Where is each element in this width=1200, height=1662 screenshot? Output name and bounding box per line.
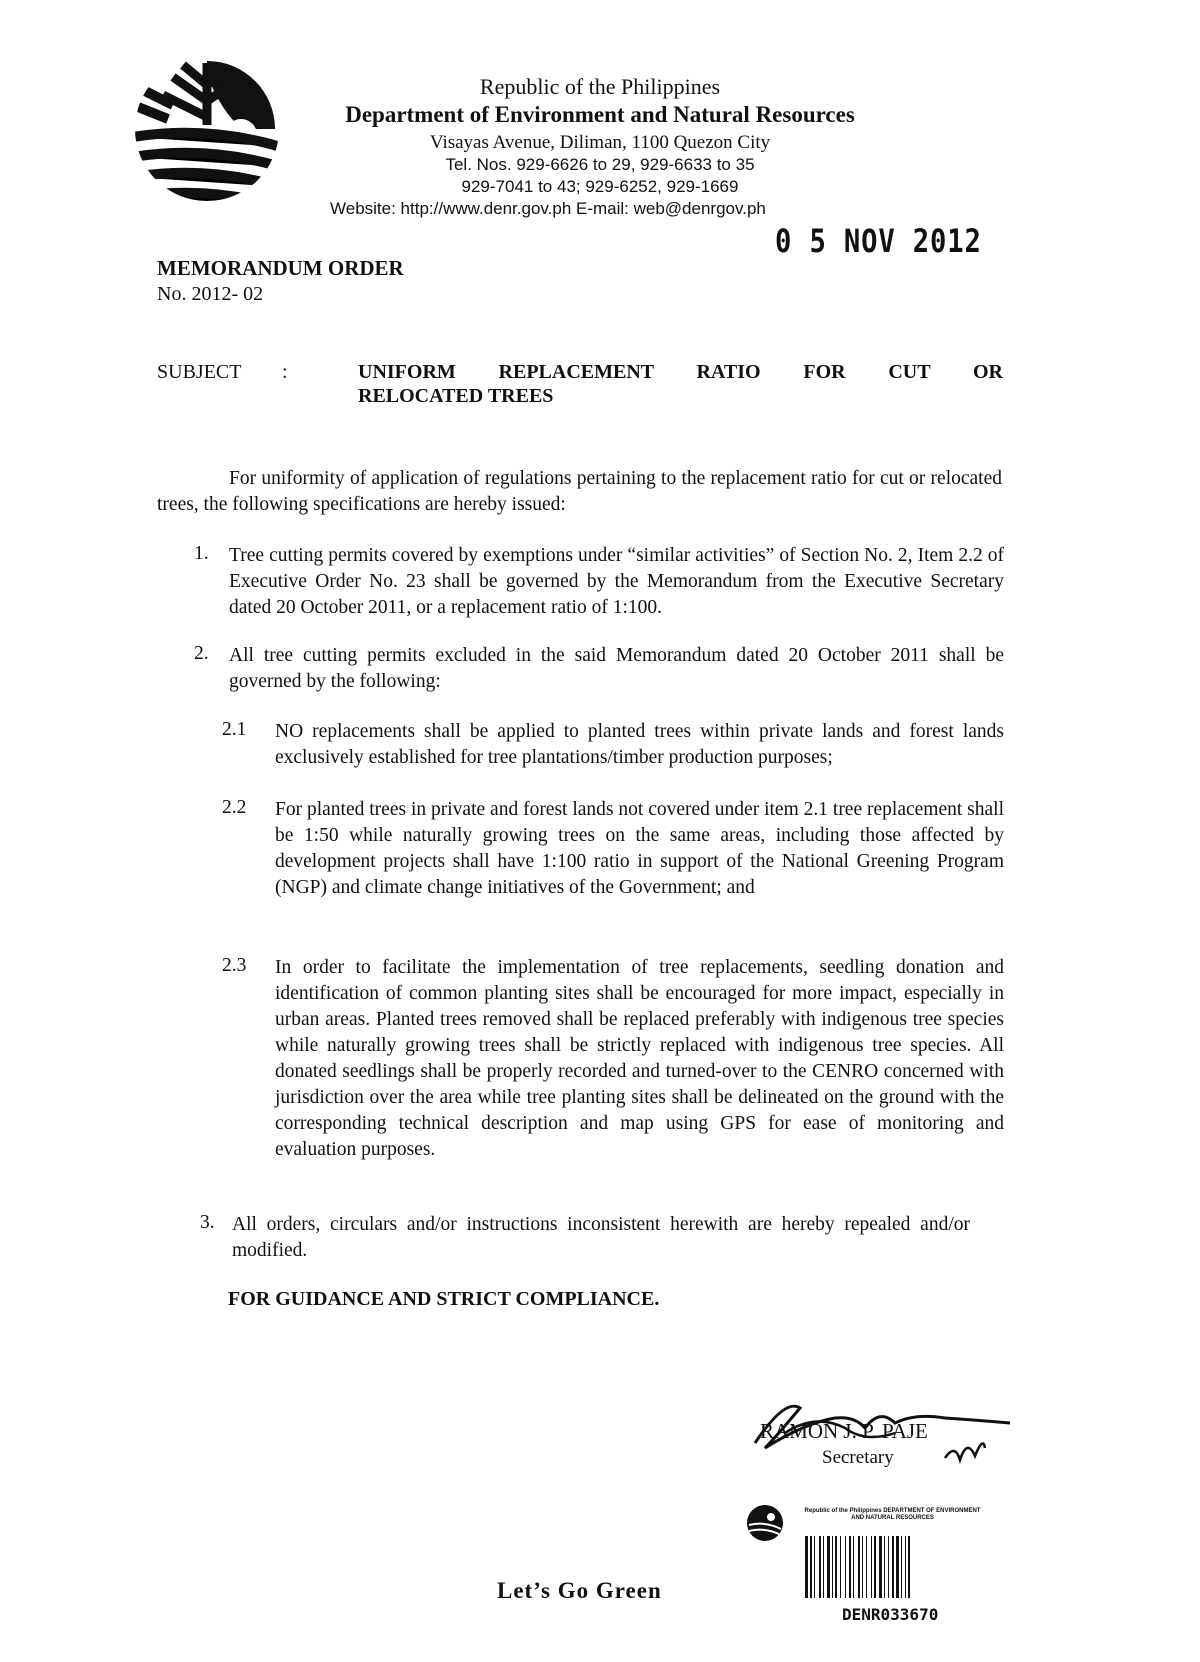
denr-logo (133, 55, 281, 203)
item-text: Tree cutting permits covered by exemptions under “similar activities” of Section No. 2, Item 2.2 of Executive Order No. 23 shall be governed by the Memorandum from the Executive Secretary dated 20 October 2011, or a replacement ratio of 1:100. (229, 545, 1004, 618)
footer-slogan: Let’s Go Green (497, 1578, 662, 1603)
intro-paragraph: For uniformity of application of regulations pertaining to the replacement ratio for cut or relocated trees, the following specifications are hereby issued: (157, 468, 1002, 515)
subitem-text: In order to facilitate the implementation of tree replacements, seedling donation and identification of common planting sites shall be encouraged for more impact, especially in urban areas. Planted trees removed shall be replaced preferably with indigenous tree species while naturally growing trees shall be strictly replaced with indigenous tree species. All donated seedlings shall be properly recorded and turned-over to the CENRO concerned with jurisdiction over the area while tree planting sites shall be delineated on the ground with the corresponding technical description and map using GPS for ease of monitoring and evaluation purposes. (275, 957, 1004, 1160)
barcode (803, 1536, 973, 1603)
subject-colon: : (282, 361, 288, 383)
letterhead-department: Department of Environment and Natural Resources (345, 102, 855, 127)
subitem-text: For planted trees in private and forest lands not covered under item 2.1 tree replacement shall be 1:50 while naturally growing trees on the same areas, including those affected by development projects shall have 1:100 ratio in support of the National Greening Program (NGP) and climate change initiatives of the Government; and (275, 799, 1004, 898)
memo-number: No. 2012- 02 (157, 283, 264, 305)
signatory-title: Secretary (822, 1447, 894, 1468)
item-number: 1. (194, 543, 209, 564)
letterhead-web: Website: http://www.denr.gov.ph E-mail: web@denrgov.ph (330, 199, 766, 218)
subject-label: SUBJECT (157, 361, 242, 383)
item-text: All tree cutting permits excluded in the said Memorandum dated 20 October 2011 shall be governed by the following: (229, 645, 1004, 692)
subject-line-2: RELOCATED TREES (358, 385, 554, 407)
stamp-caption: Republic of the Philippines DEPARTMENT OF ENVIRONMENT AND NATURAL RESOURCES (804, 1508, 981, 1521)
item-number: 3. (200, 1212, 215, 1233)
letterhead-tel-2: 929-7041 to 43; 929-6252, 929-1669 (461, 177, 739, 196)
item-number: 2. (194, 643, 209, 664)
signatory-name: RAMON J. P. PAJE (760, 1419, 928, 1443)
subitem-number: 2.1 (222, 719, 247, 740)
subitem-text: NO replacements shall be applied to planted trees within private lands and forest lands exclusively established for tree plantations/timber production purposes; (275, 721, 1004, 768)
item-text: All orders, circulars and/or instructions inconsistent herewith are hereby repealed and/or modified. (232, 1214, 970, 1261)
memo-title: MEMORANDUM ORDER (157, 256, 404, 280)
letterhead-tel-1: Tel. Nos. 929-6626 to 29, 929-6633 to 35 (445, 155, 755, 174)
date-stamp: 0 5 NOV 2012 (775, 222, 982, 260)
letterhead-country: Republic of the Philippines (479, 74, 721, 99)
letterhead-address: Visayas Avenue, Diliman, 1100 Quezon City (429, 132, 771, 153)
subject-line-1: UNIFORM REPLACEMENT RATIO FOR CUT OR (358, 361, 1003, 383)
denr-mini-seal (745, 1503, 785, 1548)
closing-line: FOR GUIDANCE AND STRICT COMPLIANCE. (228, 1288, 660, 1310)
barcode-number: DENR033670 (842, 1605, 939, 1624)
subitem-number: 2.3 (222, 955, 247, 976)
subitem-number: 2.2 (222, 797, 247, 818)
